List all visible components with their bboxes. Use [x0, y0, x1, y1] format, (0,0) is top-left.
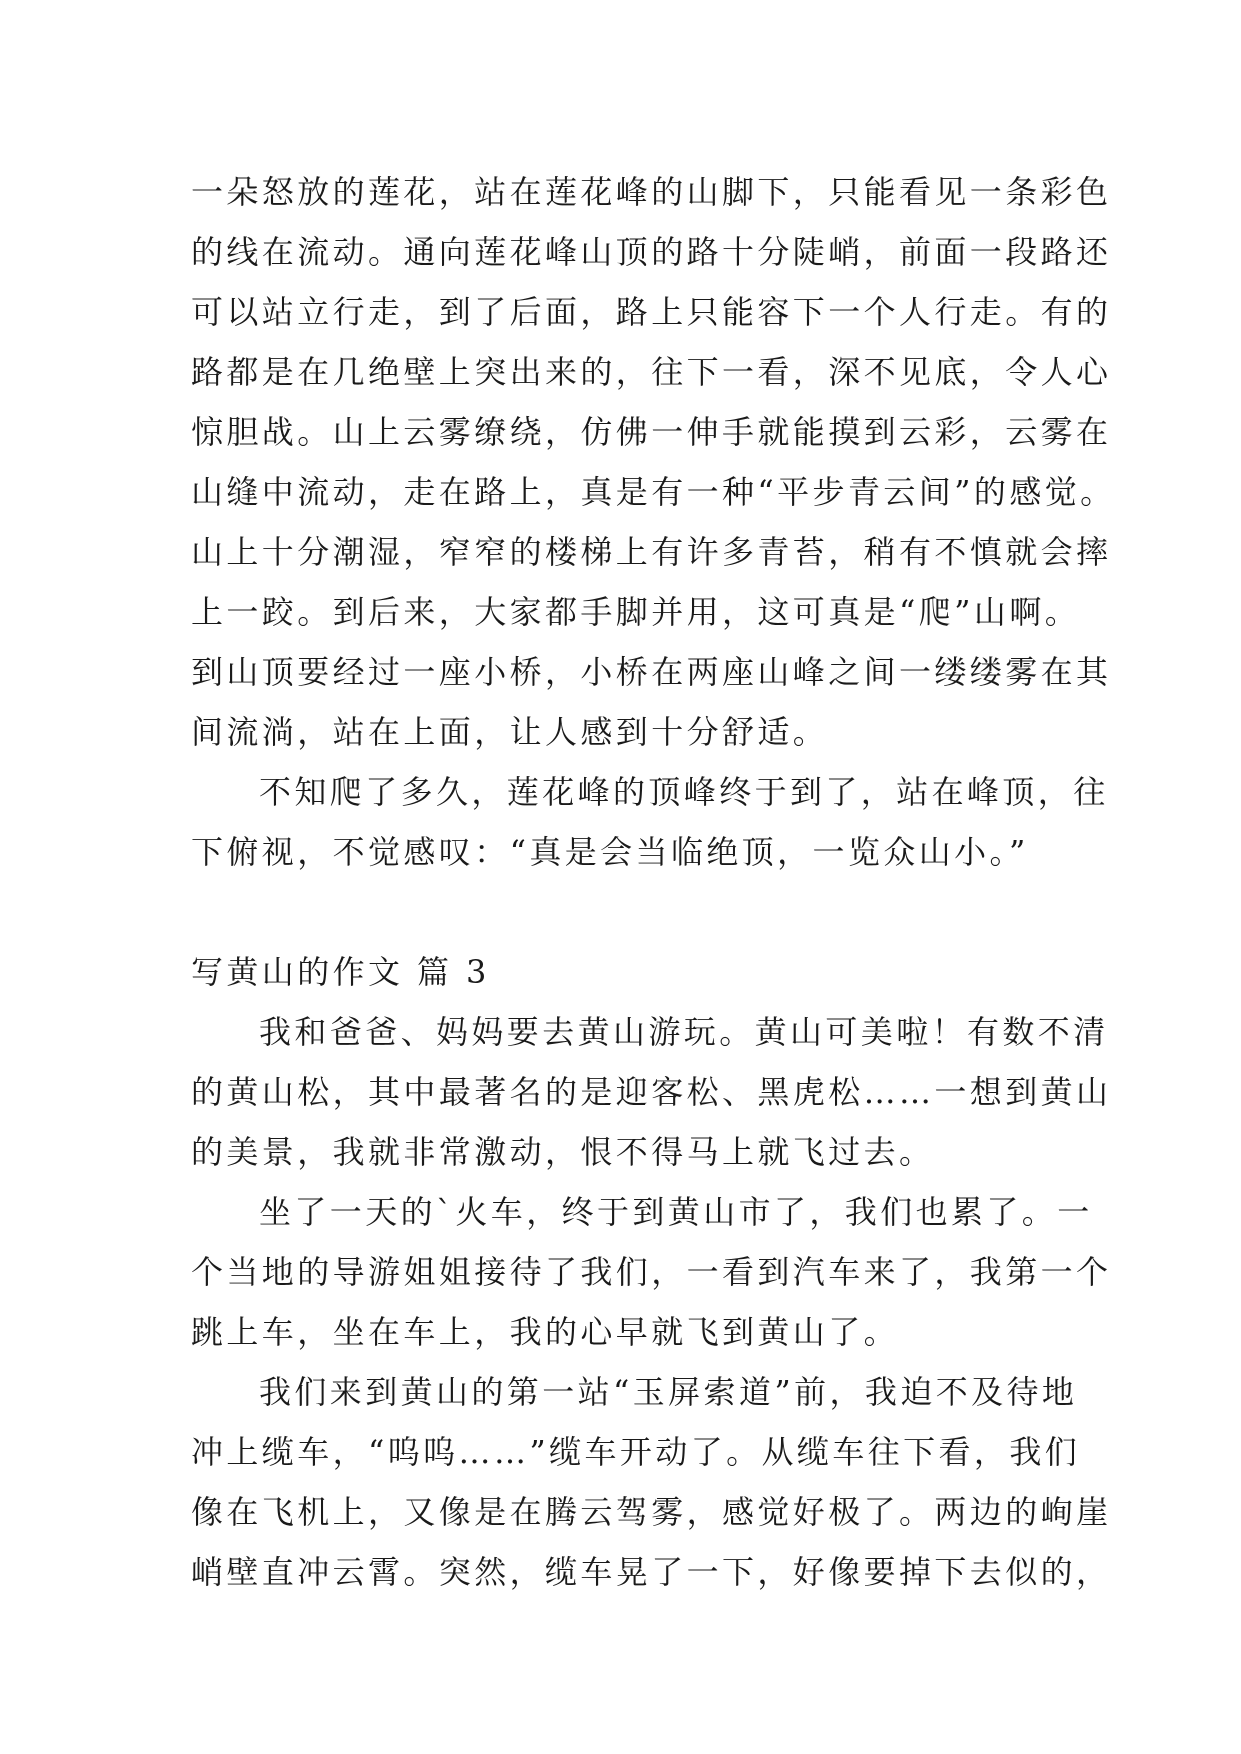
section-spacer	[191, 882, 1091, 942]
text-line: 到山顶要经过一座小桥，小桥在两座山峰之间一缕缕雾在其	[191, 653, 1112, 691]
text-line: 上一跤。到后来，大家都手脚并用，这可真是“爬”山啊。	[191, 593, 1081, 631]
section-heading: 写黄山的作文 篇 3	[191, 953, 490, 991]
text-line: 不知爬了多久，莲花峰的顶峰终于到了，站在峰顶，往	[259, 773, 1109, 811]
text-line: 的美景，我就非常激动，恨不得马上就飞过去。	[191, 1133, 935, 1171]
text-line: 惊胆战。山上云雾缭绕，仿佛一伸手就能摸到云彩，云雾在	[191, 413, 1112, 451]
text-line: 的黄山松，其中最著名的是迎客松、黑虎松……一想到黄山	[191, 1073, 1112, 1111]
text-line: 山缝中流动，走在路上，真是有一种“平步青云间”的感觉。	[191, 473, 1116, 511]
text-line: 我们来到黄山的第一站“玉屏索道”前，我迫不及待地	[259, 1373, 1078, 1411]
essay-text	[191, 162, 1116, 1602]
text-line: 峭壁直冲云霄。突然，缆车晃了一下，好像要掉下去似的，	[191, 1553, 1112, 1591]
text-line: 下俯视，不觉感叹：“真是会当临绝顶，一览众山小。”	[191, 833, 1029, 871]
text-line: 跳上车，坐在车上，我的心早就飞到黄山了。	[191, 1313, 900, 1351]
text-line: 我和爸爸、妈妈要去黄山游玩。黄山可美啦！有数不清	[259, 1013, 1109, 1051]
text-line: 个当地的导游姐姐接待了我们，一看到汽车来了，我第一个	[191, 1253, 1112, 1291]
text-line: 山上十分潮湿，窄窄的楼梯上有许多青苔，稍有不慎就会摔	[191, 533, 1112, 571]
text-line: 间流淌，站在上面，让人感到十分舒适。	[191, 713, 829, 751]
text-line: 坐了一天的`火车，终于到黄山市了，我们也累了。一	[259, 1193, 1093, 1231]
text-line: 可以站立行走，到了后面，路上只能容下一个人行走。有的	[191, 293, 1112, 331]
text-line: 像在飞机上，又像是在腾云驾雾，感觉好极了。两边的峋崖	[191, 1493, 1112, 1531]
text-line: 的线在流动。通向莲花峰山顶的路十分陡峭，前面一段路还	[191, 233, 1112, 271]
text-line: 冲上缆车，“呜呜……”缆车开动了。从缆车往下看，我们	[191, 1433, 1081, 1471]
text-line: 一朵怒放的莲花，站在莲花峰的山脚下，只能看见一条彩色	[191, 173, 1112, 211]
text-line: 路都是在几绝壁上突出来的，往下一看，深不见底，令人心	[191, 353, 1112, 391]
